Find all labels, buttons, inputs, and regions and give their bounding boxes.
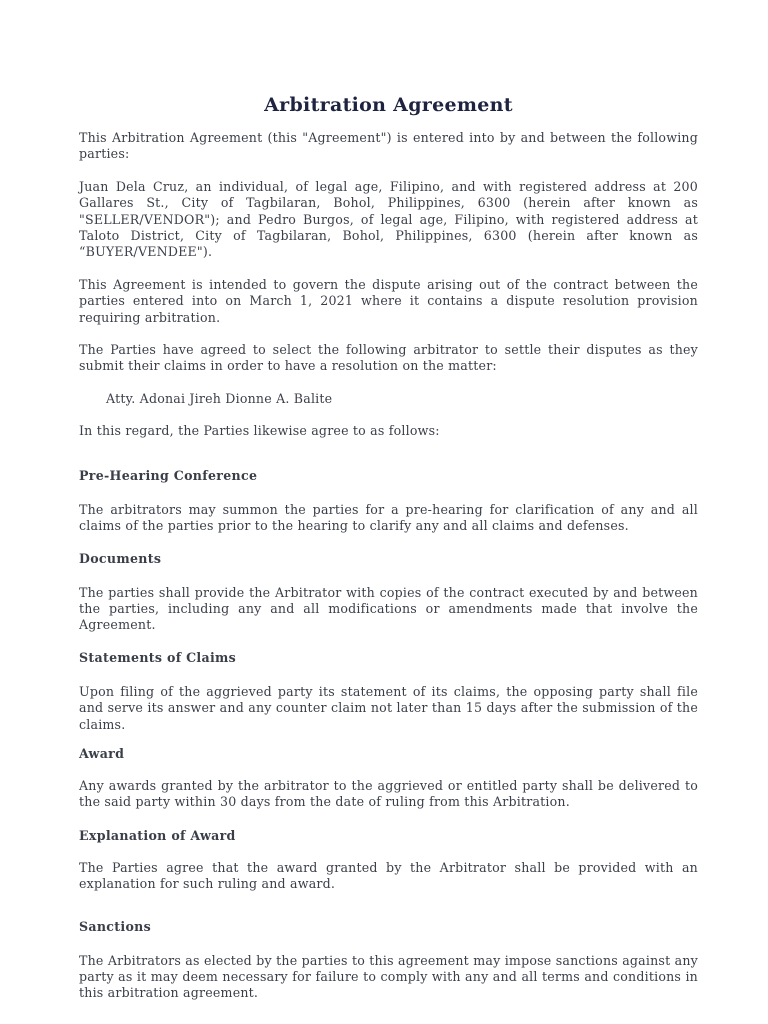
section-heading: Explanation of Award — [79, 827, 236, 843]
regard-paragraph: In this regard, the Parties likewise agree to as follows: — [79, 423, 440, 439]
section-statements-of-claims — [79, 650, 698, 733]
arbitrator-name: Atty. Adonai Jireh Dionne A. Balite — [106, 390, 333, 406]
document-title: Arbitration Agreement — [264, 94, 513, 116]
section-explanation-of-award — [79, 828, 698, 893]
section-heading: Pre-Hearing Conference — [79, 467, 258, 483]
section-award — [79, 746, 698, 811]
section-heading: Award — [79, 745, 125, 761]
intro-paragraph: This Arbitration Agreement (this "Agreement") is entered into by and between the following parties: — [79, 130, 698, 162]
section-body: The Arbitrators as elected by the parties to this agreement may impose sanctions against any party as it may deem necessary for failure to comply with any and all terms and conditions in this arbitration agreement. — [79, 952, 698, 1001]
parties-paragraph: Juan Dela Cruz, an individual, of legal age, Filipino, and with registered address at 200 Gallares St., City of Tagbilaran, Bohol, Philippines, 6300 (herein after known as "SELLER/VENDOR"); and Pedro Burgos, of legal age, Filipino, with registered address at Taloto District, City of Tagbilaran, Bohol, Philippines, 6300 (herein after known as “BUYER/VENDEE"). — [79, 178, 698, 260]
section-documents — [79, 551, 698, 634]
section-body: Any awards granted by the arbitrator to the aggrieved or entitled party shall be delivered to the said party within 30 days from the date of ruling from this Arbitration. — [79, 777, 698, 810]
section-pre-hearing — [79, 468, 698, 535]
selection-paragraph: The Parties have agreed to select the following arbitrator to settle their disputes as they submit their claims in order to have a resolution on the matter: — [79, 342, 698, 374]
section-body: Upon filing of the aggrieved party its statement of its claims, the opposing party shall file and serve its answer and any counter claim not later than 15 days after the submission of the claims. — [79, 683, 698, 732]
section-body: The Parties agree that the award granted by the Arbitrator shall be provided with an explanation for such ruling and award. — [79, 859, 698, 892]
purpose-paragraph: This Agreement is intended to govern the dispute arising out of the contract between the parties entered into on March 1, 2021 where it contains a dispute resolution provision requiring arbitration. — [79, 276, 698, 325]
section-heading: Sanctions — [79, 918, 152, 934]
section-body: The parties shall provide the Arbitrator with copies of the contract executed by and between the parties, including any and all modifications or amendments made that involve the Agreement. — [79, 584, 698, 633]
section-heading: Statements of Claims — [79, 649, 237, 665]
section-body: The arbitrators may summon the parties for a pre-hearing for clarification of any and all claims of the parties prior to the hearing to clarify any and all claims and defenses. — [79, 501, 698, 534]
section-sanctions — [79, 919, 698, 1002]
section-heading: Documents — [79, 550, 162, 566]
